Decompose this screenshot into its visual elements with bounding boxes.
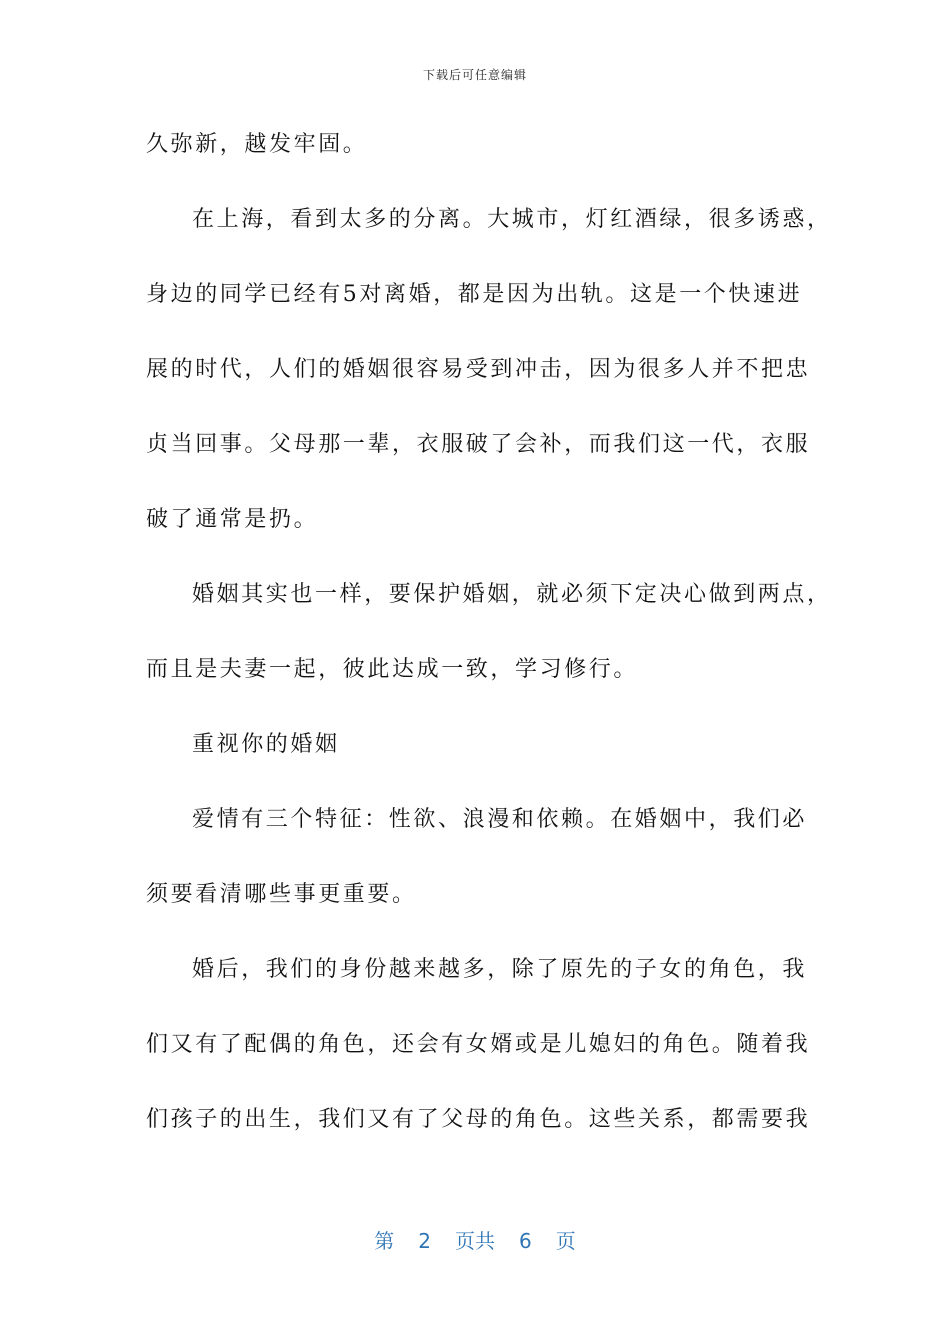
total-pages: 6 xyxy=(519,1229,532,1253)
paragraph-line: 婚姻其实也一样，要保护婚姻，就必须下定决心做到两点， xyxy=(192,582,832,607)
paragraph-line: 婚后，我们的身份越来越多，除了原先的子女的角色，我 xyxy=(192,957,808,982)
page-header: 下载后可任意编辑 xyxy=(422,68,527,82)
paragraph-line: 贞当回事。父母那一辈，衣服破了会补，而我们这一代，衣服 xyxy=(146,432,811,457)
paragraph-line: 展的时代，人们的婚姻很容易受到冲击，因为很多人并不把忠 xyxy=(146,357,811,382)
page-label-mid: 页共 xyxy=(455,1229,495,1253)
paragraph-line: 久弥新，越发牢固。 xyxy=(146,132,368,157)
page-label-prefix: 第 xyxy=(374,1229,395,1253)
paragraph-line: 们孩子的出生，我们又有了父母的角色。这些关系，都需要我 xyxy=(146,1107,811,1132)
page-label-suffix: 页 xyxy=(555,1229,576,1253)
paragraph-line: 们又有了配偶的角色，还会有女婿或是儿媳妇的角色。随着我 xyxy=(146,1032,811,1057)
paragraph-line: 须要看清哪些事更重要。 xyxy=(146,882,417,907)
page-number: 2 xyxy=(418,1229,431,1253)
paragraph-line: 破了通常是扔。 xyxy=(146,507,319,532)
paragraph-line: 而且是夫妻一起，彼此达成一致，学习修行。 xyxy=(146,657,639,682)
paragraph-line: 在上海，看到太多的分离。大城市，灯红酒绿，很多诱惑， xyxy=(192,207,832,232)
paragraph-line: 身边的同学已经有5对离婚，都是因为出轨。这是一个快速进 xyxy=(146,282,803,307)
page-footer xyxy=(0,1225,950,1254)
paragraph-line: 爱情有三个特征：性欲、浪漫和依赖。在婚姻中，我们必 xyxy=(192,807,808,832)
section-heading: 重视你的婚姻 xyxy=(192,732,340,757)
